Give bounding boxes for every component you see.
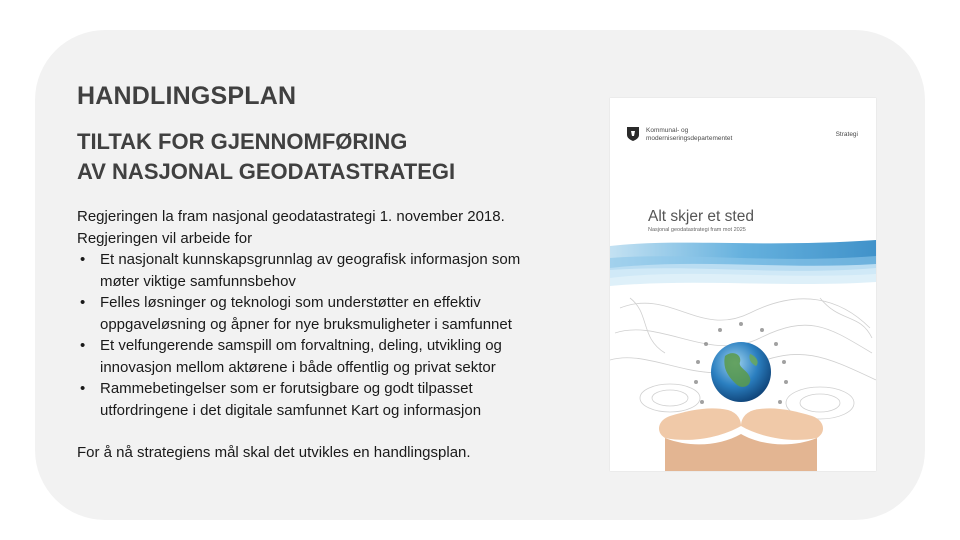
bullet-dot: • (80, 294, 86, 311)
bullet-dot: • (80, 251, 86, 268)
bullet-item (77, 249, 577, 292)
bullet-list (77, 249, 577, 421)
bullet-text-line2: utfordringene i det digitale samfunnet Kart og informasjon (100, 401, 482, 419)
bullet-item (77, 378, 577, 421)
cover-ministry (646, 127, 766, 143)
cover-artwork (610, 98, 876, 471)
bullet-text-line2: møter viktige samfunnsbehov (100, 272, 296, 290)
bullet-text-line1: Et nasjonalt kunnskapsgrunnlag av geografisk informasjon som (100, 251, 521, 268)
bullet-text-line2: innovasjon mellom aktørene i både offentlig og privat sektor (100, 358, 496, 376)
slide-title: HANDLINGSPLAN (77, 82, 297, 110)
cover-ministry-line2: moderniseringsdepartementet (646, 135, 733, 142)
subtitle-line-1: TILTAK FOR GJENNOMFØRING (77, 129, 408, 154)
bullet-dot: • (80, 380, 86, 397)
bullet-item (77, 335, 577, 378)
closing-text: For å nå strategiens mål skal det utvikles en handlingsplan. (77, 444, 471, 461)
body-text (77, 206, 577, 464)
strategy-cover-image (610, 98, 876, 471)
bullet-dot: • (80, 337, 86, 354)
cover-label: Strategi (835, 131, 858, 138)
norway-coat-of-arms-icon (626, 126, 640, 142)
intro-line-2: Regjeringen vil arbeide for (77, 229, 253, 247)
bullet-text-line1: Felles løsninger og teknologi som understøtter en effektiv (100, 294, 481, 311)
bullet-item (77, 292, 577, 335)
cover-subtitle: Nasjonal geodatastrategi fram mot 2025 (648, 227, 746, 233)
intro-line-1: Regjeringen la fram nasjonal geodatastrategi 1. november 2018. (77, 208, 505, 225)
slide-subtitle (77, 127, 597, 187)
subtitle-line-2: AV NASJONAL GEODATASTRATEGI (77, 159, 456, 184)
bullet-text-line1: Et velfungerende samspill om forvaltning, deling, utvikling og (100, 337, 502, 354)
cover-ministry-line1: Kommunal- og (646, 127, 689, 134)
bullet-text-line1: Rammebetingelser som er forutsigbare og godt tilpasset (100, 380, 473, 397)
cover-title: Alt skjer et sted (648, 208, 754, 225)
bullet-text-line2: oppgaveløsning og åpner for nye bruksmuligheter i samfunnet (100, 315, 512, 333)
